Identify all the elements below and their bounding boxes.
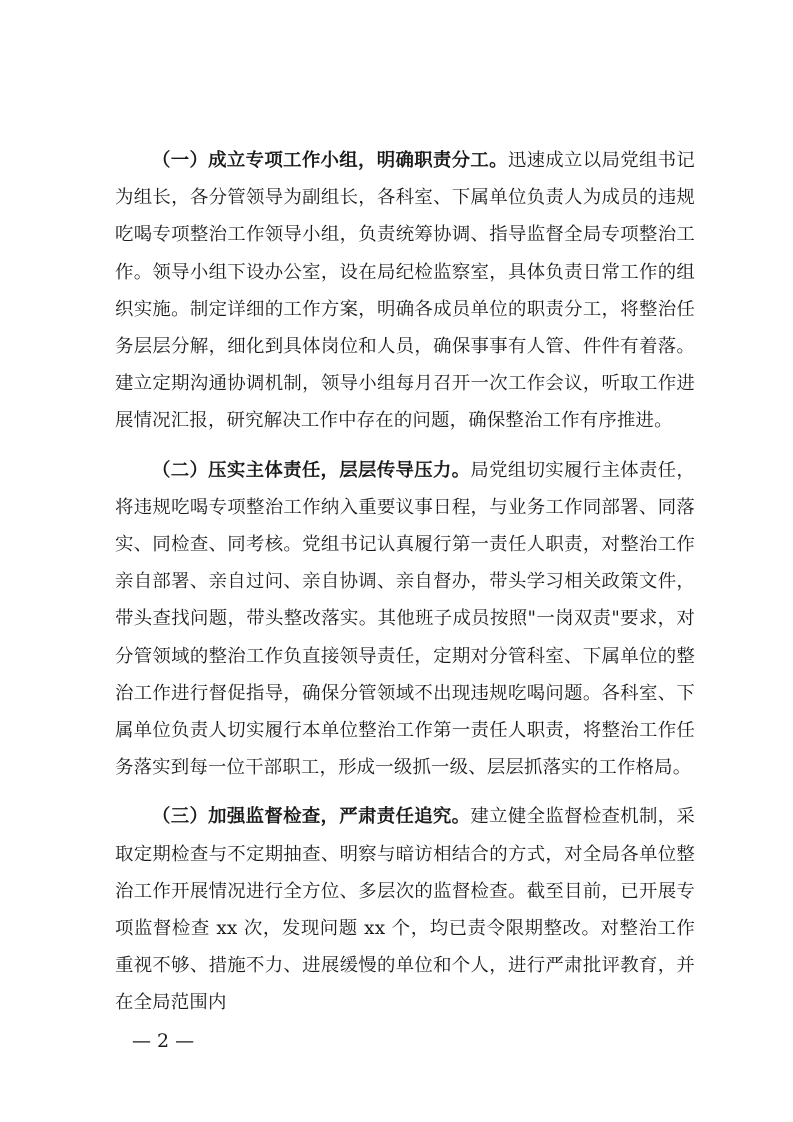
paragraph-1-text: 迅速成立以局党组书记为组长，各分管领导为副组长，各科室、下属单位负责人为成员的违规吃喝专项整治工作领导小组，负责统筹协调、指导监督全局专项整治工作。领导小组下设办公室，设在局纪检监察室，具体负责日常工作的组织实施。制定详细的工作方案，明确各成员单位的职责分工，将整治任务层层分解，细化到具体岗位和人员，确保事事有人管、件件有着落。建立定期沟通协调机制，领导小组每月召开一次工作会议，听取工作进展情况汇报，研究解决工作中存在的问题，确保整治工作有序推进。	[115, 150, 695, 432]
paragraph-1-heading: （一）成立专项工作小组，明确职责分工。	[152, 150, 508, 171]
paragraph-3	[115, 798, 695, 1021]
paragraph-2-heading: （二）压实主体责任，层层传导压力。	[152, 459, 471, 481]
paragraph-3-text: 建立健全监督检查机制，采取定期检查与不定期抽查、明察与暗访相结合的方式，对全局各单位整治工作开展情况进行全方位、多层次的监督检查。截至目前，已开展专项监督检查 xx 次，发现问题 xx 个，均已责令限期整改。对整治工作重视不够、措施不力、进展缓慢的单位和个人，进行严肃批评教育，并在全局范围内	[115, 806, 695, 1014]
paragraph-3-heading: （三）加强监督检查，严肃责任追究。	[152, 806, 471, 828]
document-body	[115, 142, 695, 1034]
paragraph-2	[115, 452, 695, 787]
paragraph-1	[115, 142, 695, 440]
paragraph-2-text: 局党组切实履行主体责任，将违规吃喝专项整治工作纳入重要议事日程，与业务工作同部署、同落实、同检查、同考核。党组书记认真履行第一责任人职责，对整治工作亲自部署、亲自过问、亲自协调、亲自督办，带头学习相关政策文件，带头查找问题，带头整改落实。其他班子成员按照"一岗双责"要求，对分管领域的整治工作负直接领导责任，定期对分管科室、下属单位的整治工作进行督促指导，确保分管领域不出现违规吃喝问题。各科室、下属单位负责人切实履行本单位整治工作第一责任人职责，将整治工作任务落实到每一位干部职工，形成一级抓一级、层层抓落实的工作格局。	[115, 459, 695, 779]
page-number: — 2 —	[132, 1030, 195, 1052]
